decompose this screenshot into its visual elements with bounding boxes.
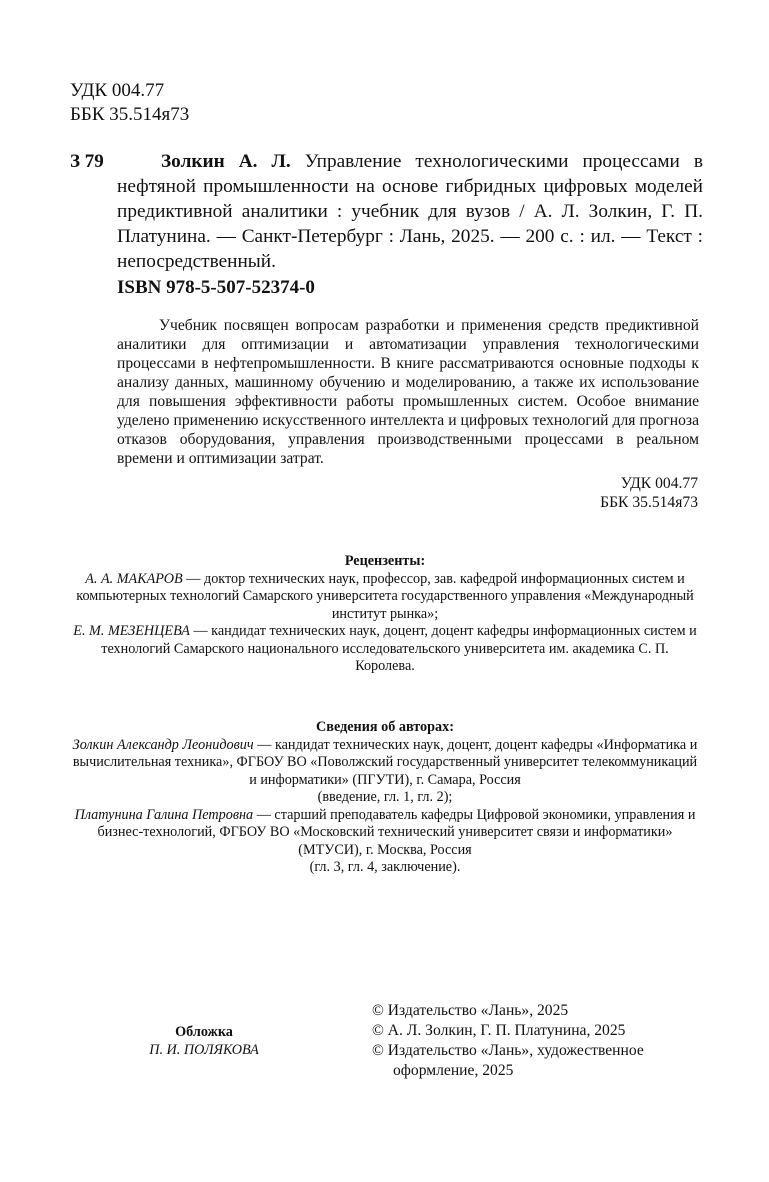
reviewer-entry [70,571,700,624]
reviewer-text: — кандидат технических наук, доцент, доцент кафедры информационных систем и технологий Самарского национального исследовательского университета им. академика С. П. Королева. [101,623,697,674]
biblio-text: Управление технологическими процессами в нефтяной промышленности на основе гибридных цифровых моделей предиктивной аналитики : учебник для вузов / А. Л. Золкин, Г. П. Платунина. — Санкт-Петербург : Лань, 2025. — 200 с. : ил. — Текст : непосредственный. [117,151,703,272]
copyright-line: © Издательство «Лань», 2025 [372,1002,569,1019]
author-name: Платунина Галина Петровна [74,806,254,823]
classification-codes-top [70,79,189,127]
reviewers-heading: Рецензенты: [344,553,426,569]
isbn: ISBN 978-5-507-52374-0 [117,277,315,298]
reviewers-section [70,553,700,676]
authors-section [70,719,700,877]
author-name: Золкин Александр Леонидович [72,736,254,753]
udk-code: УДК 004.77 [70,80,165,101]
author-text: — старший преподаватель кафедры Цифровой экономики, управления и бизнес-технологий, ФГБОУ ВО «Московский технический университет связи и информатики» (МТУСИ), г. Москва, Россия [97,806,696,858]
author-chapters: (гл. 3, гл. 4, заключение). [309,859,461,875]
annotation [117,316,699,468]
author-entry [70,737,700,790]
reviewer-name: Е. М. МЕЗЕНЦЕВА [73,623,190,639]
udk-code-bottom: УДК 004.77 [620,475,698,492]
biblio-author: Золкин А. Л. [161,151,291,172]
reviewer-name: А. А. МАКАРОВ [85,570,183,587]
classification-codes-bottom [520,474,698,512]
author-text: — кандидат технических наук, доцент, доцент кафедры «Информатика и вычислительная техника», ФГБОУ ВО «Поволжский государственный университет телекоммуникаций и информатики» (ПГУТИ), г. Самара, Россия [72,736,698,788]
bibliographic-record [117,149,703,274]
bbk-code: ББК 35.514я73 [70,104,190,125]
reviewer-text: — доктор технических наук, профессор, зав. кафедрой информационных систем и компьютерных технологий Самарского университета государственного управления «Международный институт рынка»; [76,570,694,622]
author-entry [70,807,700,860]
cover-heading: Обложка [175,1024,233,1040]
author-mark: З 79 [70,151,104,172]
author-chapters: (введение, гл. 1, гл. 2); [317,789,453,805]
copyright-line: © А. Л. Золкин, Г. П. Платунина, 2025 [372,1022,626,1039]
reviewer-entry [70,623,700,676]
authors-heading: Сведения об авторах: [316,719,454,735]
cover-designer: П. И. ПОЛЯКОВА [149,1041,259,1058]
cover-credit [140,1024,268,1059]
copyright-line: © Издательство «Лань», художественное оформление, 2025 [372,1042,644,1079]
bbk-code-bottom: ББК 35.514я73 [600,494,698,511]
annotation-text: Учебник посвящен вопросам разработки и применения средств предиктивной аналитики для оптимизации и автоматизации управления технологическими процессами в нефтепромышленности. В книге рассматриваются основные подходы к анализу данных, машинному обучению и моделированию, а также их использование для повышения эффективности работы промышленных систем. Особое внимание уделено применению искусственного интеллекта и цифровых технологий для прогноза отказов оборудования, управления производственными процессами в реальном времени и оптимизации затрат. [117,317,699,467]
copyright-block [372,1001,702,1081]
